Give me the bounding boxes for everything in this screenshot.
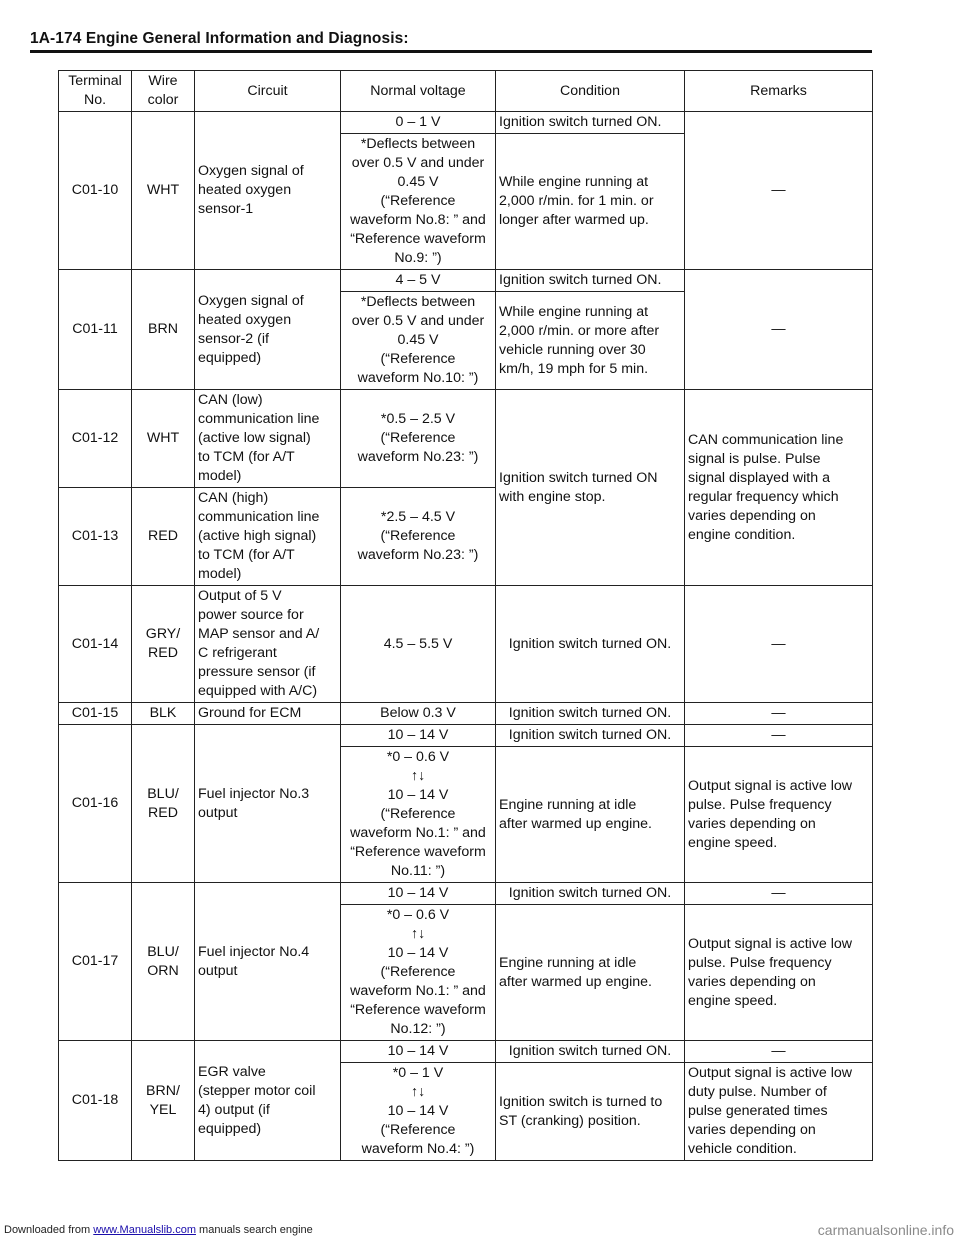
manualslib-link[interactable]: www.Manualslib.com: [93, 1224, 196, 1236]
terminal-cell: C01-12: [59, 390, 132, 488]
remarks-cell: Output signal is active low pulse. Pulse frequency varies depending on engine speed.: [685, 905, 873, 1041]
remarks-cell: —: [685, 883, 873, 905]
terminal-spec-table: [58, 70, 873, 1161]
col-header-remarks: Remarks: [685, 71, 873, 112]
voltage-cell: 0 – 1 V: [341, 112, 496, 134]
condition-cell: Ignition switch turned ON.: [496, 725, 685, 747]
remarks-cell: —: [685, 586, 873, 703]
table-header-row: [59, 71, 873, 112]
voltage-cell: *2.5 – 4.5 V (“Reference waveform No.23: ”): [341, 488, 496, 586]
circuit-cell: CAN (low) communication line (active low signal) to TCM (for A/T model): [195, 390, 341, 488]
terminal-cell: C01-11: [59, 270, 132, 390]
table-row: [59, 586, 873, 703]
condition-cell: Ignition switch turned ON.: [496, 586, 685, 703]
download-footer: [4, 1224, 313, 1236]
table-row: [59, 1041, 873, 1063]
voltage-cell: *Deflects between over 0.5 V and under 0.45 V (“Reference waveform No.8: ” and “Reference waveform No.9: ”): [341, 134, 496, 270]
footer-prefix: Downloaded from: [4, 1224, 91, 1236]
site-watermark: carmanualsonline.info: [817, 1222, 954, 1238]
voltage-cell: 4.5 – 5.5 V: [341, 586, 496, 703]
wire-color-cell: BLU/ ORN: [132, 883, 195, 1041]
circuit-cell: EGR valve (stepper motor coil 4) output (if equipped): [195, 1041, 341, 1161]
col-header-wire-color: Wire color: [132, 71, 195, 112]
footer-suffix: manuals search engine: [199, 1224, 313, 1236]
circuit-cell: Oxygen signal of heated oxygen sensor-2 (if equipped): [195, 270, 341, 390]
terminal-cell: C01-15: [59, 703, 132, 725]
condition-cell: Ignition switch turned ON.: [496, 1041, 685, 1063]
condition-cell: Engine running at idle after warmed up engine.: [496, 747, 685, 883]
wire-color-cell: GRY/ RED: [132, 586, 195, 703]
condition-cell: Ignition switch turned ON with engine stop.: [496, 390, 685, 586]
condition-cell: Ignition switch turned ON.: [496, 703, 685, 725]
remarks-cell: —: [685, 270, 873, 390]
circuit-cell: Output of 5 V power source for MAP sensor and A/ C refrigerant pressure sensor (if equipped with A/C): [195, 586, 341, 703]
voltage-cell: *0 – 0.6 V ↑↓ 10 – 14 V (“Reference waveform No.1: ” and “Reference waveform No.11: ”): [341, 747, 496, 883]
wire-color-cell: BLU/ RED: [132, 725, 195, 883]
col-header-condition: Condition: [496, 71, 685, 112]
condition-cell: Ignition switch turned ON.: [496, 112, 685, 134]
header-divider: [30, 50, 872, 53]
circuit-cell: Oxygen signal of heated oxygen sensor-1: [195, 112, 341, 270]
terminal-cell: C01-18: [59, 1041, 132, 1161]
table-row: [59, 390, 873, 488]
condition-cell: Ignition switch turned ON.: [496, 883, 685, 905]
remarks-cell: —: [685, 725, 873, 747]
remarks-cell: —: [685, 703, 873, 725]
terminal-cell: C01-17: [59, 883, 132, 1041]
condition-cell: Ignition switch turned ON.: [496, 270, 685, 292]
circuit-cell: Ground for ECM: [195, 703, 341, 725]
voltage-cell: 10 – 14 V: [341, 725, 496, 747]
table-row: [59, 270, 873, 292]
voltage-cell: 10 – 14 V: [341, 1041, 496, 1063]
table-row: [59, 883, 873, 905]
voltage-cell: *Deflects between over 0.5 V and under 0.45 V (“Reference waveform No.10: ”): [341, 292, 496, 390]
condition-cell: While engine running at 2,000 r/min. or more after vehicle running over 30 km/h, 19 mph for 5 min.: [496, 292, 685, 390]
page-title: 1A-174 Engine General Information and Diagnosis:: [30, 30, 409, 47]
voltage-cell: 4 – 5 V: [341, 270, 496, 292]
circuit-cell: CAN (high) communication line (active high signal) to TCM (for A/T model): [195, 488, 341, 586]
table-row: [59, 112, 873, 134]
remarks-cell: Output signal is active low pulse. Pulse frequency varies depending on engine speed.: [685, 747, 873, 883]
remarks-cell: Output signal is active low duty pulse. Number of pulse generated times varies depending on vehicle condition.: [685, 1063, 873, 1161]
voltage-cell: *0 – 1 V ↑↓ 10 – 14 V (“Reference waveform No.4: ”): [341, 1063, 496, 1161]
condition-cell: While engine running at 2,000 r/min. for 1 min. or longer after warmed up.: [496, 134, 685, 270]
terminal-cell: C01-14: [59, 586, 132, 703]
wire-color-cell: BLK: [132, 703, 195, 725]
circuit-cell: Fuel injector No.3 output: [195, 725, 341, 883]
terminal-cell: C01-10: [59, 112, 132, 270]
voltage-cell: Below 0.3 V: [341, 703, 496, 725]
col-header-normal-voltage: Normal voltage: [341, 71, 496, 112]
remarks-cell: —: [685, 1041, 873, 1063]
condition-cell: Ignition switch is turned to ST (cranking) position.: [496, 1063, 685, 1161]
wire-color-cell: RED: [132, 488, 195, 586]
table-row: [59, 725, 873, 747]
wire-color-cell: WHT: [132, 112, 195, 270]
terminal-cell: C01-16: [59, 725, 132, 883]
table-row: [59, 703, 873, 725]
wire-color-cell: BRN: [132, 270, 195, 390]
terminal-cell: C01-13: [59, 488, 132, 586]
remarks-cell: —: [685, 112, 873, 270]
voltage-cell: 10 – 14 V: [341, 883, 496, 905]
circuit-cell: Fuel injector No.4 output: [195, 883, 341, 1041]
wire-color-cell: BRN/ YEL: [132, 1041, 195, 1161]
voltage-cell: *0.5 – 2.5 V (“Reference waveform No.23: ”): [341, 390, 496, 488]
col-header-circuit: Circuit: [195, 71, 341, 112]
remarks-cell: CAN communication line signal is pulse. Pulse signal displayed with a regular frequency which varies depending on engine condition.: [685, 390, 873, 586]
col-header-terminal: Terminal No.: [59, 71, 132, 112]
voltage-cell: *0 – 0.6 V ↑↓ 10 – 14 V (“Reference waveform No.1: ” and “Reference waveform No.12: ”): [341, 905, 496, 1041]
condition-cell: Engine running at idle after warmed up engine.: [496, 905, 685, 1041]
wire-color-cell: WHT: [132, 390, 195, 488]
